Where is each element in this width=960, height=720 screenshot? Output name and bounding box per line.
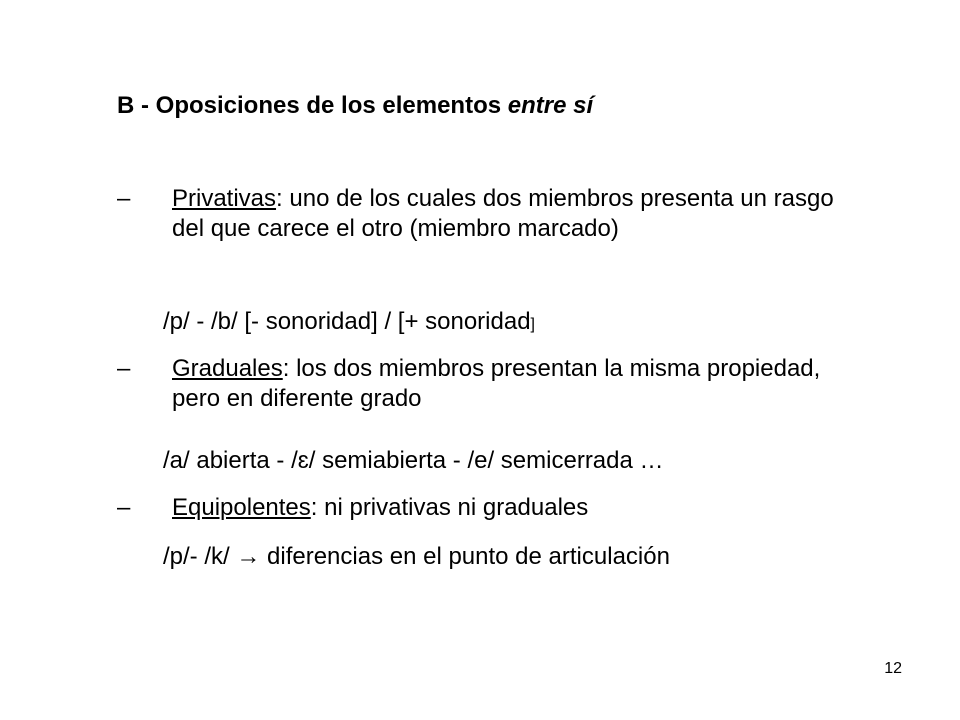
item-term: Equipolentes [172, 494, 311, 521]
example-tail: ] [530, 316, 535, 333]
example-privativas [163, 308, 535, 336]
bullet-dash: – [117, 494, 131, 521]
item-body [172, 184, 852, 244]
item-separator: : [276, 185, 283, 212]
item-body [172, 493, 852, 523]
page-number: 12 [884, 660, 902, 677]
heading-emphasis: entre sí [507, 92, 594, 119]
bullet-dash: – [117, 355, 131, 382]
item-description: ni privativas ni graduales [317, 494, 589, 521]
example-equipolentes [163, 543, 670, 571]
item-term: Privativas [172, 185, 277, 212]
example-text: /p/ - /b/ [- sonoridad] / [+ sonoridad [163, 308, 531, 335]
item-description: los dos miembros presentan la misma propiedad, pero en diferente grado [172, 355, 821, 412]
heading-prefix: B - Oposiciones de los elementos [117, 92, 508, 119]
example-text: /p/- /k/ → diferencias en el punto de articulación [163, 543, 670, 570]
bullet-dash: – [117, 185, 131, 212]
item-separator: : [282, 355, 290, 382]
example-text: /a/ abierta - /ɛ/ semiabierta - /e/ semicerrada … [163, 447, 664, 474]
item-body [172, 354, 852, 414]
item-term: Graduales [172, 355, 283, 382]
example-graduales [163, 447, 664, 475]
slide-heading [117, 92, 593, 120]
item-separator: : [310, 494, 318, 521]
item-description: uno de los cuales dos miembros presenta un rasgo del que carece el otro (miembro marcado) [172, 185, 834, 242]
